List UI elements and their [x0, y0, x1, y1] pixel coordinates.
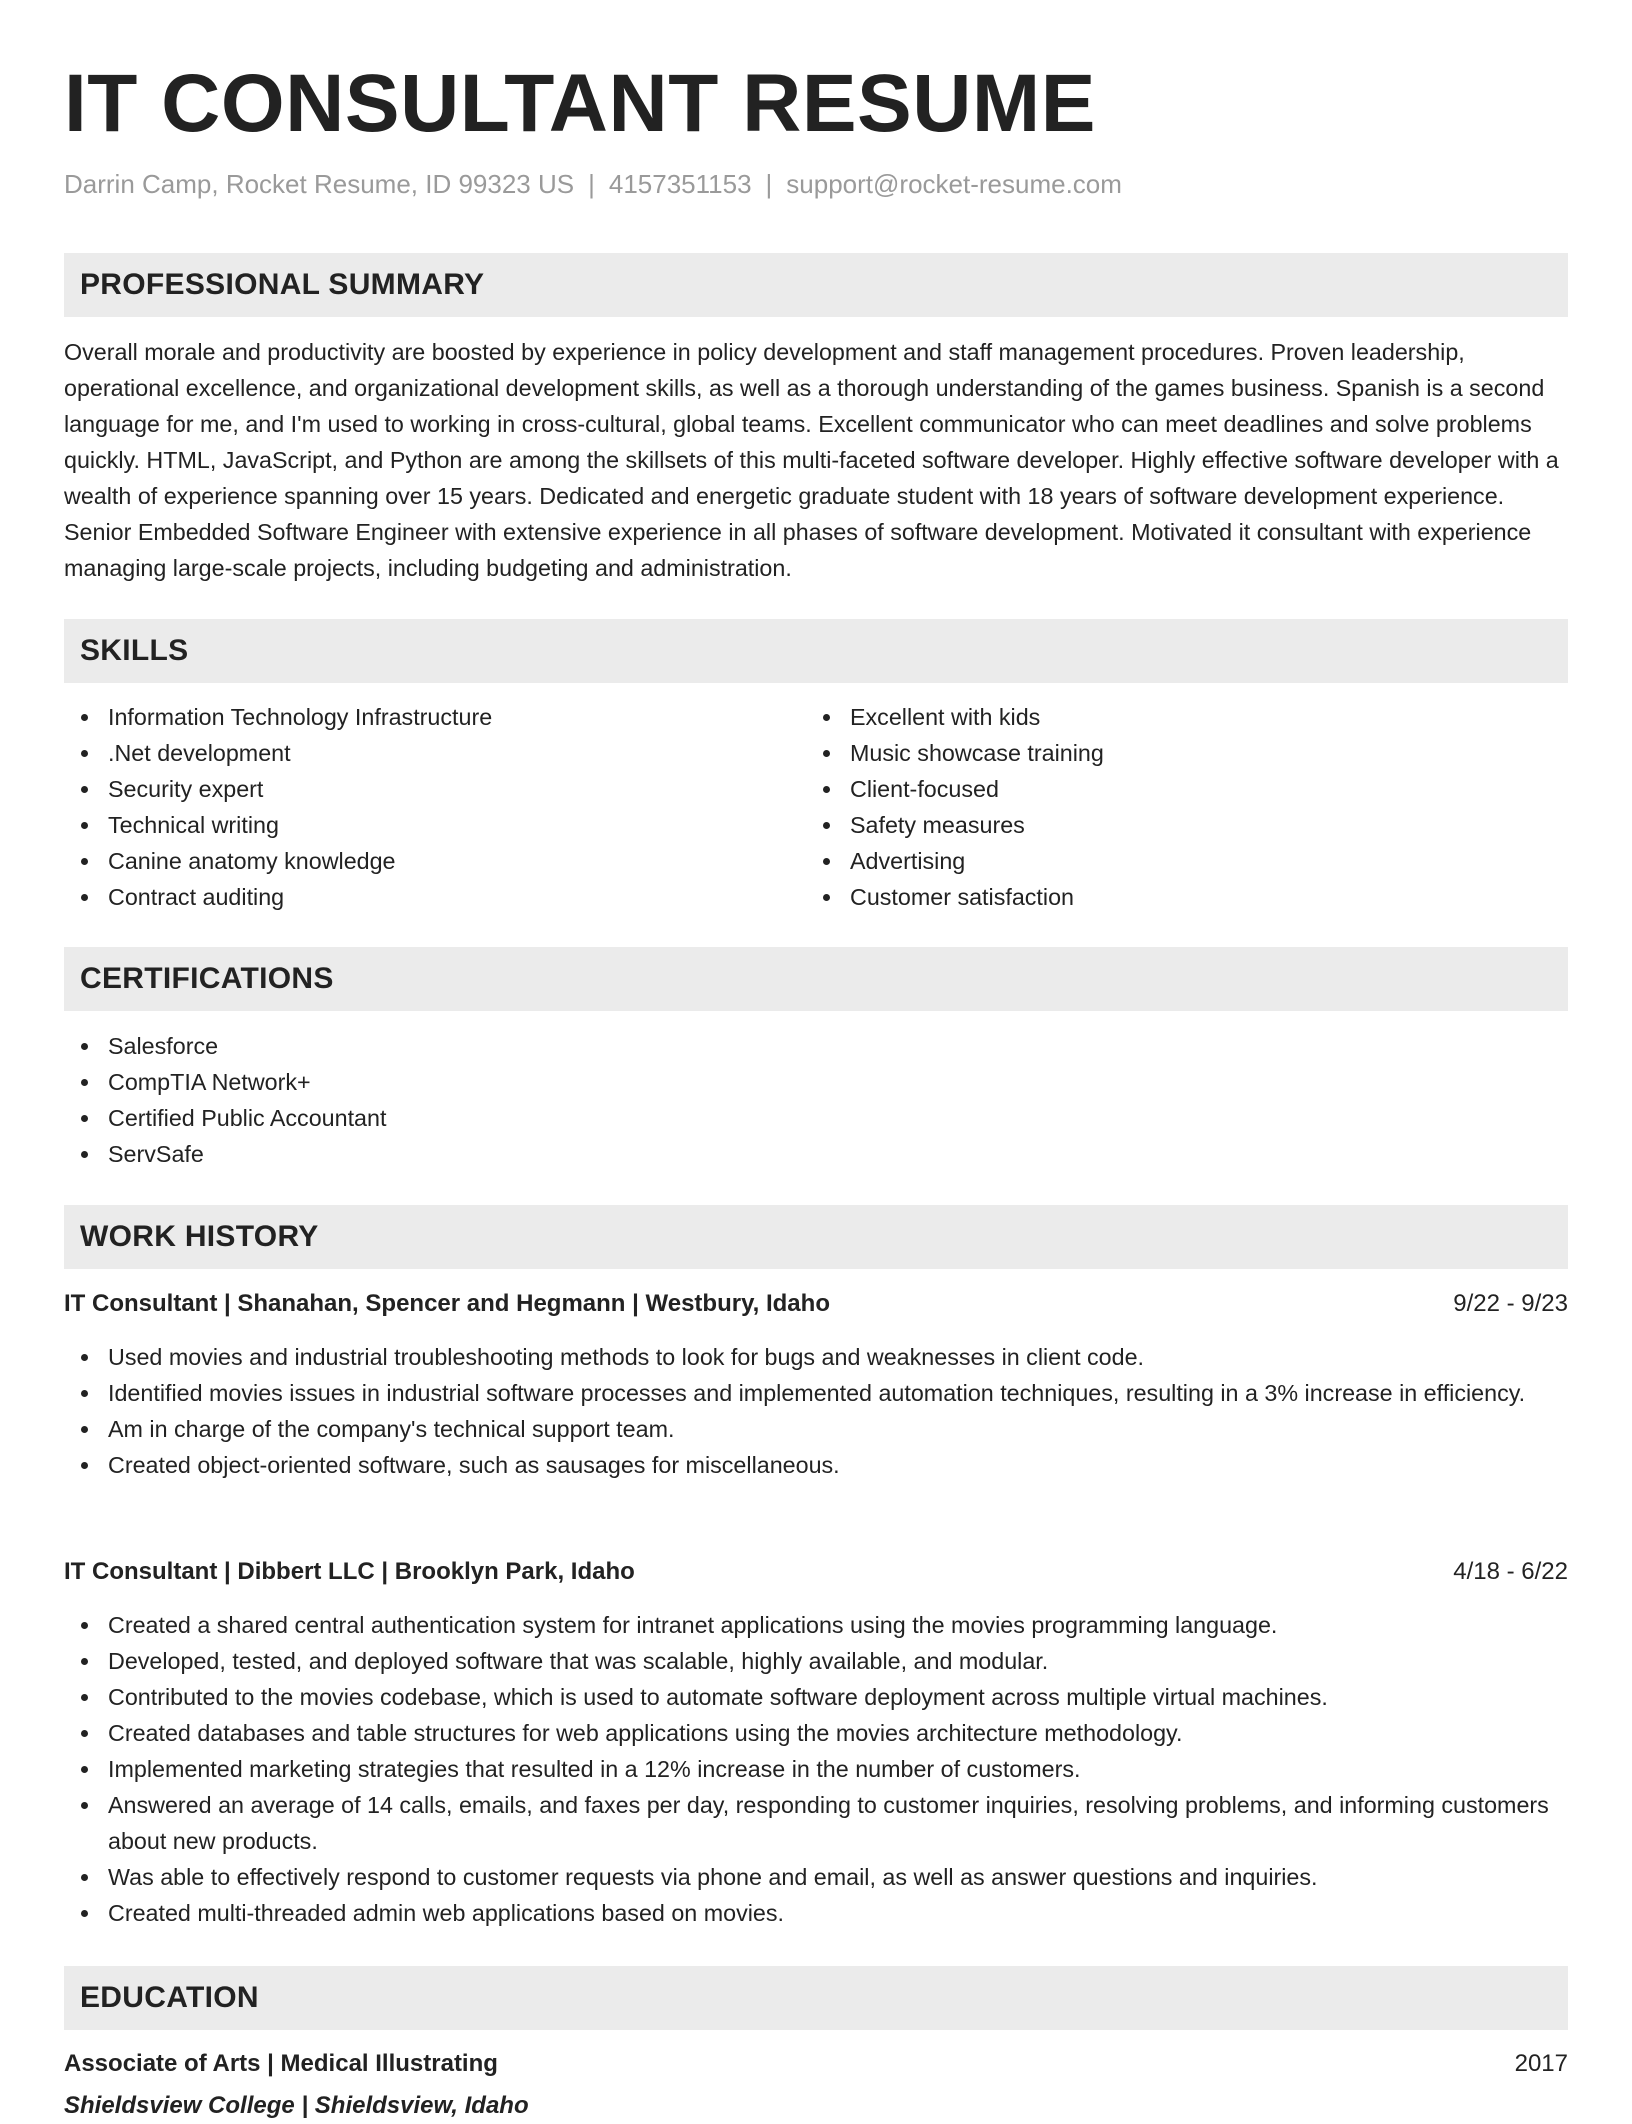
- certification-item: Certified Public Accountant: [64, 1100, 804, 1136]
- skill-item: Canine anatomy knowledge: [64, 843, 804, 879]
- skills-heading: SKILLS: [80, 634, 189, 667]
- skill-item: Music showcase training: [806, 735, 1546, 771]
- job-bullet: Identified movies issues in industrial software processes and implemented automation techniques, resulting in a 3% increase in efficiency.: [64, 1375, 1568, 1411]
- education-degree: Associate of Arts | Medical Illustrating: [64, 2050, 498, 2077]
- certification-item: CompTIA Network+: [64, 1064, 804, 1100]
- contact-separator: |: [765, 169, 773, 199]
- job-bullet: Created multi-threaded admin web applications based on movies.: [64, 1895, 1568, 1931]
- job-bullet: Created object-oriented software, such as sausages for miscellaneous.: [64, 1447, 1568, 1483]
- job-bullet: Was able to effectively respond to customer requests via phone and email, as well as answer questions and inquiries.: [64, 1859, 1568, 1895]
- skill-item: Excellent with kids: [806, 699, 1546, 735]
- job-title: IT Consultant | Shanahan, Spencer and Hegmann | Westbury, Idaho: [64, 1290, 830, 1317]
- certification-item: ServSafe: [64, 1136, 804, 1172]
- skill-item: Customer satisfaction: [806, 879, 1546, 915]
- job-bullet: Created a shared central authentication system for intranet applications using the movies programming language.: [64, 1607, 1568, 1643]
- education-section-header: [64, 1966, 1568, 2030]
- skill-item: Advertising: [806, 843, 1546, 879]
- job-header: [64, 1286, 1568, 1322]
- job-bullets: [64, 1339, 1568, 1483]
- summary-text: Overall morale and productivity are boosted by experience in policy development and staff management procedures. Proven leadership, operational excellence, and organizational development skills, as well as a thorough understanding of the games business. Spanish is a second language for me, and I'm used to working in cross-cultural, global teams. Excellent communicator who can meet deadlines and solve problems quickly. HTML, JavaScript, and Python are among the skillsets of this multi-faceted software developer. Highly effective software developer with a wealth of experience spanning over 15 years. Dedicated and energetic graduate student with 18 years of software development experience. Senior Embedded Software Engineer with extensive experience in all phases of software development. Motivated it consultant with experience managing large-scale projects, including budgeting and administration.: [64, 339, 1559, 581]
- contact-line: [64, 166, 1122, 202]
- certifications-heading: CERTIFICATIONS: [80, 962, 334, 995]
- skill-item: Security expert: [64, 771, 804, 807]
- work-section-header: [64, 1205, 1568, 1269]
- job-bullets: [64, 1607, 1568, 1931]
- job-title: IT Consultant | Dibbert LLC | Brooklyn Park, Idaho: [64, 1558, 635, 1585]
- certifications-section-header: [64, 947, 1568, 1011]
- contact-address: Darrin Camp, Rocket Resume, ID 99323 US: [64, 169, 575, 199]
- work-heading: WORK HISTORY: [80, 1220, 319, 1253]
- resume-title: IT CONSULTANT RESUME: [64, 58, 1096, 149]
- job-bullet: Used movies and industrial troubleshooting methods to look for bugs and weaknesses in client code.: [64, 1339, 1568, 1375]
- contact-email: support@rocket-resume.com: [786, 169, 1122, 199]
- skill-item: Client-focused: [806, 771, 1546, 807]
- job-bullet: Developed, tested, and deployed software that was scalable, highly available, and modular.: [64, 1643, 1568, 1679]
- contact-phone: 4157351153: [608, 169, 752, 199]
- job-bullet: Am in charge of the company's technical support team.: [64, 1411, 1568, 1447]
- skill-item: Safety measures: [806, 807, 1546, 843]
- job-bullet: Answered an average of 14 calls, emails, and faxes per day, responding to customer inquiries, resolving problems, and informing customers about new products.: [64, 1787, 1568, 1859]
- education-entry-header: [64, 2046, 1568, 2082]
- education-year: 2017: [1514, 2050, 1568, 2077]
- skill-item: Technical writing: [64, 807, 804, 843]
- job-bullet: Created databases and table structures for web applications using the movies architecture methodology.: [64, 1715, 1568, 1751]
- job-bullet: Contributed to the movies codebase, which is used to automate software deployment across multiple virtual machines.: [64, 1679, 1568, 1715]
- skills-list-right: [806, 699, 1546, 915]
- skills-list-left: [64, 699, 804, 915]
- job-header: [64, 1554, 1568, 1590]
- contact-separator: |: [588, 169, 595, 199]
- education-school: Shieldsview College | Shieldsview, Idaho: [64, 2092, 529, 2119]
- job-bullet: Implemented marketing strategies that resulted in a 12% increase in the number of customers.: [64, 1751, 1568, 1787]
- education-heading: EDUCATION: [80, 1981, 259, 2014]
- certification-item: Salesforce: [64, 1028, 804, 1064]
- job-dates: 4/18 - 6/22: [1453, 1558, 1568, 1585]
- job-dates: 9/22 - 9/23: [1453, 1290, 1568, 1317]
- skill-item: .Net development: [64, 735, 804, 771]
- skill-item: Contract auditing: [64, 879, 804, 915]
- summary-heading: PROFESSIONAL SUMMARY: [80, 268, 485, 301]
- skill-item: Information Technology Infrastructure: [64, 699, 804, 735]
- certifications-list: [64, 1028, 804, 1172]
- summary-section-header: [64, 253, 1568, 317]
- skills-section-header: [64, 619, 1568, 683]
